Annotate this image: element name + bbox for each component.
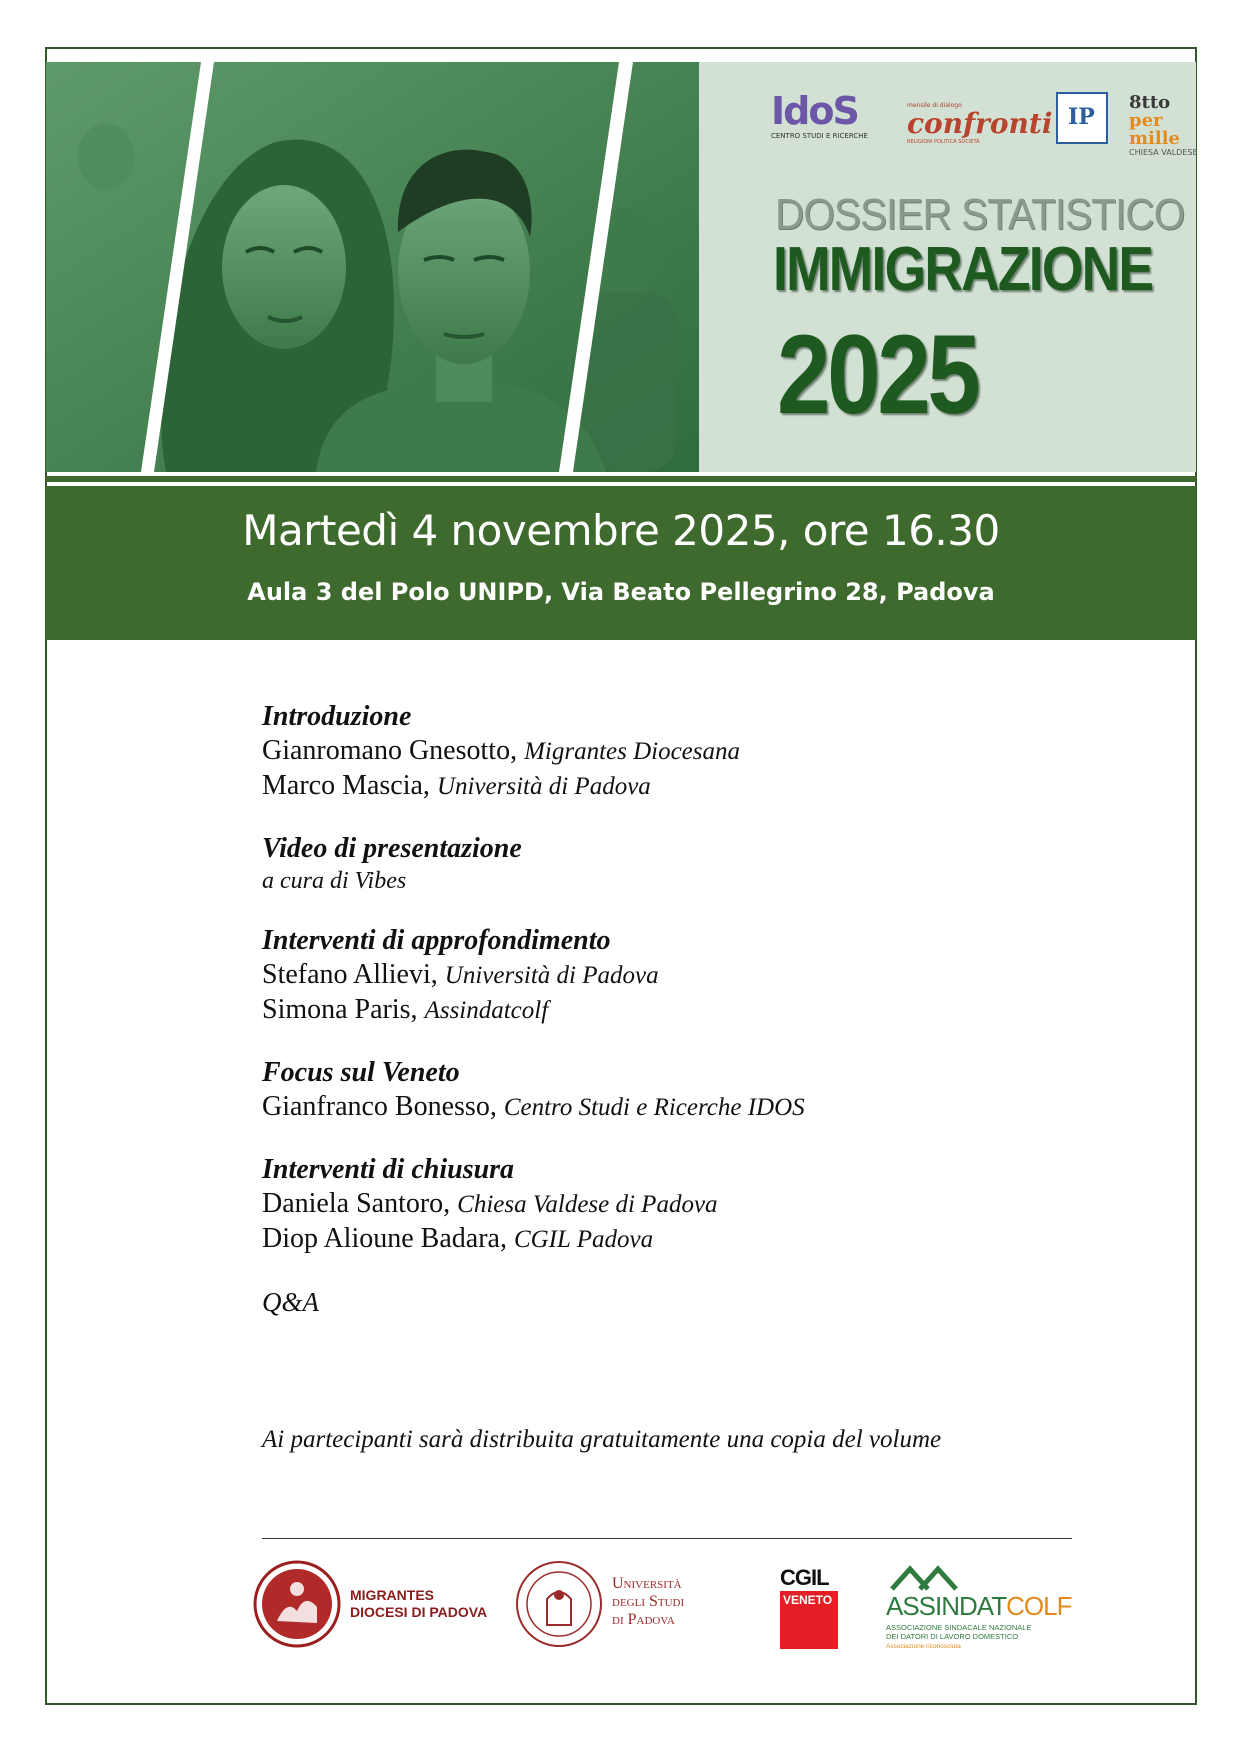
event-date-time: Martedì 4 novembre 2025, ore 16.30: [242, 506, 1000, 555]
confronti-logo-subtitle: RELIGIONI POLITICA SOCIETÀ: [907, 139, 980, 145]
qa-label: Q&A: [262, 1287, 319, 1317]
header-banner: [46, 62, 1196, 472]
speaker-affiliation: Centro Studi e Ricerche IDOS: [503, 1094, 805, 1121]
otto-logo-mark: 8tto: [1129, 92, 1171, 113]
speaker-line: [262, 1187, 1142, 1222]
otto-logo-mark2: per mille: [1129, 110, 1181, 149]
speaker-name: Marco Mascia,: [262, 770, 430, 801]
speaker-affiliation: Assindatcolf: [424, 997, 549, 1024]
cgil-logo-box: [780, 1591, 838, 1649]
event-venue: Aula 3 del Polo UNIPD, Via Beato Pellegrino 28, Padova: [247, 578, 995, 606]
speaker-affiliation: Università di Padova: [436, 773, 651, 800]
speaker-name: Daniela Santoro,: [262, 1188, 451, 1219]
section-focus: [262, 1056, 1142, 1125]
date-band: [46, 486, 1196, 640]
assindatcolf-sub2: DEI DATORI DI LAVORO DOMESTICO: [886, 1632, 1019, 1641]
section-approfondimento: [262, 924, 1142, 1028]
section-introduzione: [262, 700, 1142, 804]
video-credit: a cura di Vibes: [262, 868, 407, 894]
program: [262, 700, 1142, 1319]
assindatcolf-sub1: ASSOCIAZIONE SINDACALE NAZIONALE: [886, 1623, 1032, 1632]
immigrazione-title: IMMIGRAZIONE: [773, 235, 1153, 304]
unipd-line1: Università: [612, 1575, 682, 1592]
footer-divider: [262, 1538, 1072, 1539]
band-divider: [46, 476, 1196, 482]
section-title: Interventi di approfondimento: [262, 925, 611, 956]
unipd-line2: degli Studi: [612, 1593, 685, 1610]
confronti-logo: [907, 102, 1053, 145]
speaker-line: [262, 1222, 1142, 1257]
speaker-name: Diop Alioune Badara,: [262, 1223, 507, 1254]
section-video: [262, 832, 1142, 896]
assindatcolf-mark-b: COLF: [1006, 1591, 1072, 1621]
cover-illustration: [46, 62, 699, 472]
unipd-logo: [512, 1555, 732, 1650]
migrantes-text: [350, 1587, 487, 1621]
cgil-logo-top: CGIL: [780, 1565, 829, 1590]
speaker-name: Stefano Allievi,: [262, 959, 438, 990]
confronti-logo-supertitle: mensile di dialogo: [907, 102, 962, 109]
migrantes-line1: MIGRANTES: [350, 1587, 434, 1603]
assindatcolf-sub3: Associazione riconosciuta: [886, 1643, 961, 1650]
unipd-text: [612, 1575, 684, 1629]
istituto-pio-v-logo: [1056, 92, 1108, 144]
assindatcolf-roof-icon: [890, 1565, 970, 1591]
speaker-line: [262, 1090, 1142, 1125]
cover-illustration-svg: [46, 62, 699, 472]
otto-logo-subtitle: CHIESA VALDESE: [1129, 148, 1198, 157]
assindatcolf-mark-a: ASSINDAT: [886, 1591, 1007, 1621]
otto-per-mille-logo: [1129, 92, 1198, 157]
migrantes-emblem-icon: [252, 1559, 342, 1649]
speaker-name: Simona Paris,: [262, 994, 418, 1025]
header-title-panel: [699, 62, 1196, 472]
section-chiusura: [262, 1153, 1142, 1257]
year-title: 2025: [777, 312, 978, 437]
idos-logo-subtitle: CENTRO STUDI E RICERCHE: [771, 132, 868, 140]
migrantes-line2: DIOCESI DI PADOVA: [350, 1604, 488, 1620]
section-title: Focus sul Veneto: [262, 1057, 460, 1088]
section-title: Introduzione: [262, 701, 412, 732]
distribution-note: Ai partecipanti sarà distribuita gratuitamente una copia del volume: [262, 1426, 942, 1453]
speaker-line: [262, 958, 1142, 993]
speaker-name: Gianromano Gnesotto,: [262, 735, 518, 766]
section-title: Video di presentazione: [262, 833, 522, 864]
confronti-logo-mark: confronti: [907, 107, 1053, 140]
migrantes-logo: [250, 1555, 488, 1650]
unipd-line3: di Padova: [612, 1611, 675, 1628]
speaker-affiliation: Chiesa Valdese di Padova: [457, 1191, 718, 1218]
cgil-veneto-logo: [780, 1567, 840, 1651]
section-title: Interventi di chiusura: [262, 1154, 515, 1185]
speaker-name: Gianfranco Bonesso,: [262, 1091, 497, 1122]
speaker-line: [262, 769, 1142, 804]
cgil-logo-box-text: VENETO: [783, 1593, 833, 1607]
speaker-affiliation: Migrantes Diocesana: [524, 738, 741, 765]
istituto-logo-mark: IP: [1068, 104, 1095, 130]
speaker-line: [262, 734, 1142, 769]
speaker-affiliation: CGIL Padova: [513, 1226, 654, 1253]
speaker-affiliation: Università di Padova: [444, 962, 659, 989]
assindatcolf-mark: [886, 1591, 1071, 1622]
dossier-title: DOSSIER STATISTICO: [775, 190, 1185, 239]
footer-logos: [250, 1555, 1080, 1665]
assindatcolf-subtitle: [886, 1623, 1031, 1641]
speaker-line: [262, 993, 1142, 1028]
idos-logo: [771, 89, 868, 146]
assindatcolf-logo: [886, 1565, 1076, 1655]
idos-logo-mark: IdoS: [771, 89, 858, 133]
unipd-seal-icon: [514, 1559, 604, 1649]
